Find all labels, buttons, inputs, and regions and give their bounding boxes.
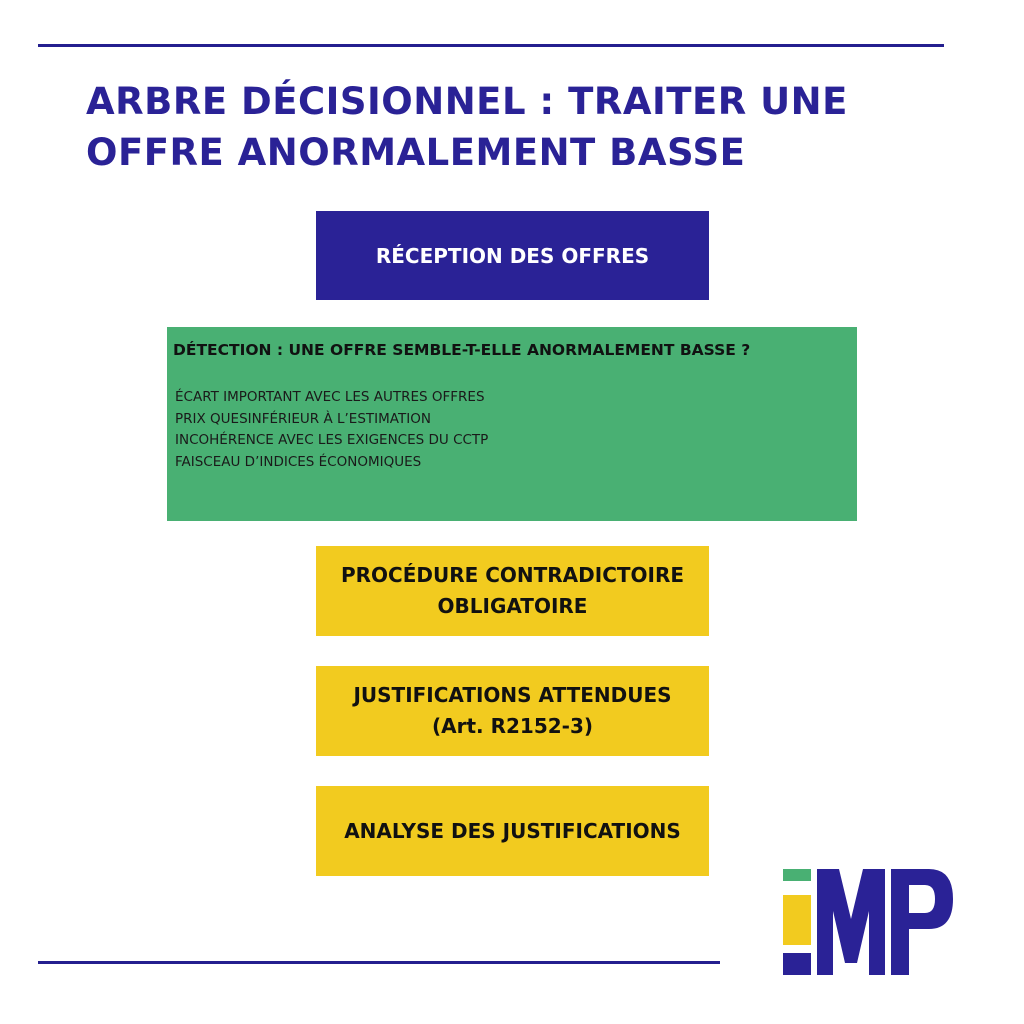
top-divider: [38, 44, 944, 47]
procedure-step: [316, 546, 709, 636]
reception-label: RÉCEPTION DES OFFRES: [375, 243, 650, 268]
bottom-divider: [38, 961, 720, 964]
analyse-step: [316, 786, 709, 876]
title-line-1: ARBRE DÉCISIONNEL : TRAITER UNE: [86, 80, 848, 123]
indicator-item: INCOHÉRENCE AVEC LES EXIGENCES DU CCTP: [175, 432, 489, 448]
indicator-item: ÉCART IMPORTANT AVEC LES AUTRES OFFRES: [175, 389, 485, 405]
detection-step: [167, 327, 857, 521]
procedure-line-1: PROCÉDURE CONTRADICTOIRE: [340, 563, 685, 587]
detection-question: DÉTECTION : UNE OFFRE SEMBLE-T-ELLE ANORMALEMENT BASSE ?: [173, 341, 751, 359]
justifications-line-2: (Art. R2152-3): [431, 714, 594, 738]
reception-step: [316, 211, 709, 300]
analyse-label: ANALYSE DES JUSTIFICATIONS: [344, 818, 681, 843]
justifications-step: [316, 666, 709, 756]
procedure-line-2: OBLIGATOIRE: [437, 594, 588, 618]
page-title: [86, 76, 966, 178]
imp-logo: [783, 867, 955, 977]
title-line-2: OFFRE ANORMALEMENT BASSE: [86, 131, 746, 174]
indicator-item: FAISCEAU D’INDICES ÉCONOMIQUES: [175, 453, 422, 470]
detection-indicators: [173, 387, 849, 473]
justifications-line-1: JUSTIFICATIONS ATTENDUES: [353, 683, 672, 707]
indicator-item: PRIX QUESINFÉRIEUR À L’ESTIMATION: [175, 410, 431, 427]
